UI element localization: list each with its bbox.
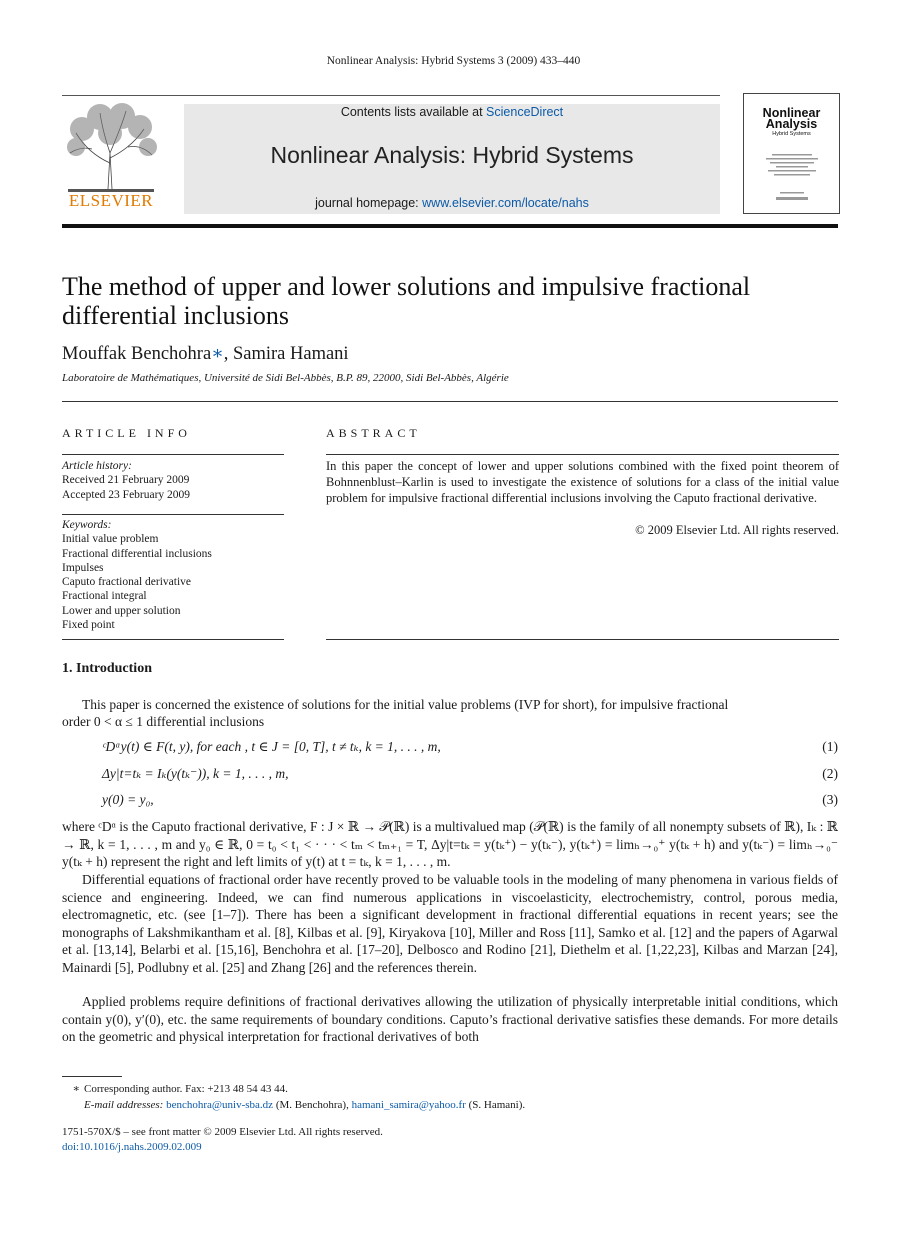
abstract-text: In this paper the concept of lower and upper solutions combined with the fixed point theorem of Bohnnenblust–Karlin is used to investigate the existence of solutions for a class of the initial value problem for impulsive fractional differential inclusions involving the Caputo fractional derivative. [326,459,839,505]
email-link-hamani[interactable]: hamani_samira@yahoo.fr [351,1099,466,1111]
abstract-heading: ABSTRACT [326,426,421,440]
issn-line: 1751-570X/$ – see front matter © 2009 Elsevier Ltd. All rights reserved. [62,1126,383,1138]
intro-paragraph-3: Differential equations of fractional order have recently proved to be valuable tools in the modeling of many phenomena in various fields of science and engineering. Indeed, we can find numerous applications in viscoelasticity, electrochemistry, control, porous media, electromagnetic, etc. (see [1–7]). There has been a significant development in fractional differential equations in recent years; see the monographs of Lakshmikantham et al. [8], Kilbas et al. [9], Kiryakova [10], Miller and Ross [11], Samko et al. [12] and the papers of Agarwal et al. [13,14], Belarbi et al. [15,16], Benchohra et al. [17–20], Delbosco and Rodino [21], Diethelm et al. [1,22,23], Kilbas and Marzan [24], Mainardi [5], Podlubny et al. [25] and Zhang [26] and the references therein. [62,872,838,975]
keyword-item: Caputo fractional derivative [62,576,192,589]
intro-paragraph-2: where ᶜDᵅ is the Caputo fractional derivative, F : J × ℝ → 𝒫(ℝ) is a multivalued map (𝒫(ℝ) is the family of all nonempty subsets of ℝ), Iₖ : ℝ → ℝ, k = 1, . . . , m and y₀ ∈ ℝ, 0 = t₀ < t₁ < · · · < tₘ < tₘ₊₁ = T, Δy|t=tₖ = y(tₖ⁺) − y(tₖ⁻), y(tₖ⁺) = limₕ→₀⁺ y(tₖ + h) and y(tₖ⁻) = limₕ→₀⁻ y(tₖ + h) represent the right and left limits of y(t) at t = tₖ, k = 1, . . . , m. [62,819,838,869]
author-hamani[interactable]: Samira Hamani [232,344,349,364]
keyword-item: Initial value problem [62,533,159,546]
journal-citation: Nonlinear Analysis: Hybrid Systems 3 (2009) 433–440 [326,55,581,67]
journal-cover [743,93,840,214]
section-heading-introduction: 1. Introduction [62,661,152,676]
homepage-prefix: journal homepage: [315,196,423,210]
affiliation: Laboratoire de Mathématiques, Université de Sidi Bel-Abbès, B.P. 89, 22000, Sidi Bel-Abbès, Algérie [62,372,509,384]
footnote-star: ∗ [72,1083,80,1095]
equation-2-body: Δy|t=tₖ = Iₖ(y(tₖ⁻)), k = 1, . . . , m, [102,766,289,781]
title-divider [62,401,838,402]
elsevier-wordmark: ELSEVIER [68,191,154,210]
equation-3 [62,792,838,810]
equation-2 [62,766,838,784]
equation-2-number: (2) [822,766,838,781]
keyword-item: Impulses [62,561,104,574]
email1-owner: (M. Benchohra), [273,1099,352,1111]
intro-paragraph-4: Applied problems require definitions of fractional derivatives allowing the utilization of physically interpretable initial conditions, which contain y(0), y′(0), etc. the same requirements of boundary conditions. Caputo’s fractional derivative satisfies these demands. For more details on the geometric and physical interpretation for fractional derivatives of both [62,994,838,1044]
article-info-rule [62,454,284,455]
intro-paragraph-1-line2: order 0 < α ≤ 1 differential inclusions [62,714,265,729]
keywords-rule [62,639,284,640]
email-footnote [84,1099,525,1111]
elsevier-tree-icon [62,103,160,195]
keywords-label: Keywords: [62,519,112,531]
abstract-copyright: © 2009 Elsevier Ltd. All rights reserved. [635,523,839,537]
equation-3-number: (3) [822,792,838,807]
abstract-bottom-rule [326,639,839,640]
history-label: Article history: [62,460,132,472]
contents-line [184,105,720,119]
history-rule [62,514,284,515]
keyword-item: Lower and upper solution [62,604,181,617]
cover-title-line2: Analysis [765,117,818,131]
header-thick-rule [62,224,838,228]
homepage-line [184,196,720,210]
email-link-benchohra[interactable]: benchohra@univ-sba.dz [166,1099,274,1111]
received-date: Received 21 February 2009 [62,474,190,487]
equation-1 [62,739,838,757]
author-list [62,343,349,365]
corresponding-text: Corresponding author. Fax: +213 48 54 43 44. [84,1083,288,1095]
accepted-date: Accepted 23 February 2009 [62,488,191,501]
header-top-rule [62,95,720,96]
cover-title [744,108,839,138]
keywords-block [62,518,284,632]
email2-owner: (S. Hamani). [465,1099,526,1111]
journal-header [62,95,720,215]
equation-3-body: y(0) = y₀, [102,792,154,807]
keyword-item: Fractional integral [62,590,147,603]
homepage-link[interactable]: www.elsevier.com/locate/nahs [422,196,589,210]
article-history [62,459,284,502]
email-label: E-mail addresses: [84,1099,164,1111]
intro-paragraph-1-line1: This paper is concerned the existence of solutions for the initial value problems (IVP for short), for impulsive fractional [82,697,729,712]
corresponding-author-mark[interactable]: ∗ [211,344,224,364]
author-separator: , [223,344,233,364]
sciencedirect-link[interactable]: ScienceDirect [486,105,564,119]
article-title: The method of upper and lower solutions and impulsive fractional differential inclusions [62,272,751,330]
cover-text-lines-icon [762,152,822,207]
cover-title-line1: Nonlinear [762,106,821,120]
cover-subtitle: Hybrid Systems [772,131,811,137]
keyword-item: Fractional differential inclusions [62,547,212,560]
footnote-rule [62,1076,122,1077]
equation-1-number: (1) [822,739,838,754]
doi-link[interactable]: doi:10.1016/j.nahs.2009.02.009 [62,1141,202,1153]
equation-1-body: ᶜDᵅy(t) ∈ F(t, y), for each , t ∈ J = [0, T], t ≠ tₖ, k = 1, . . . , m, [102,739,441,754]
keyword-item: Fixed point [62,619,115,632]
article-info-heading: ARTICLE INFO [62,426,191,440]
contents-prefix: Contents lists available at [340,105,487,119]
abstract-rule [326,454,839,455]
journal-name: Nonlinear Analysis: Hybrid Systems [270,142,634,168]
corresponding-footnote [62,1082,288,1095]
author-benchohra[interactable]: Mouffak Benchohra [62,344,212,364]
